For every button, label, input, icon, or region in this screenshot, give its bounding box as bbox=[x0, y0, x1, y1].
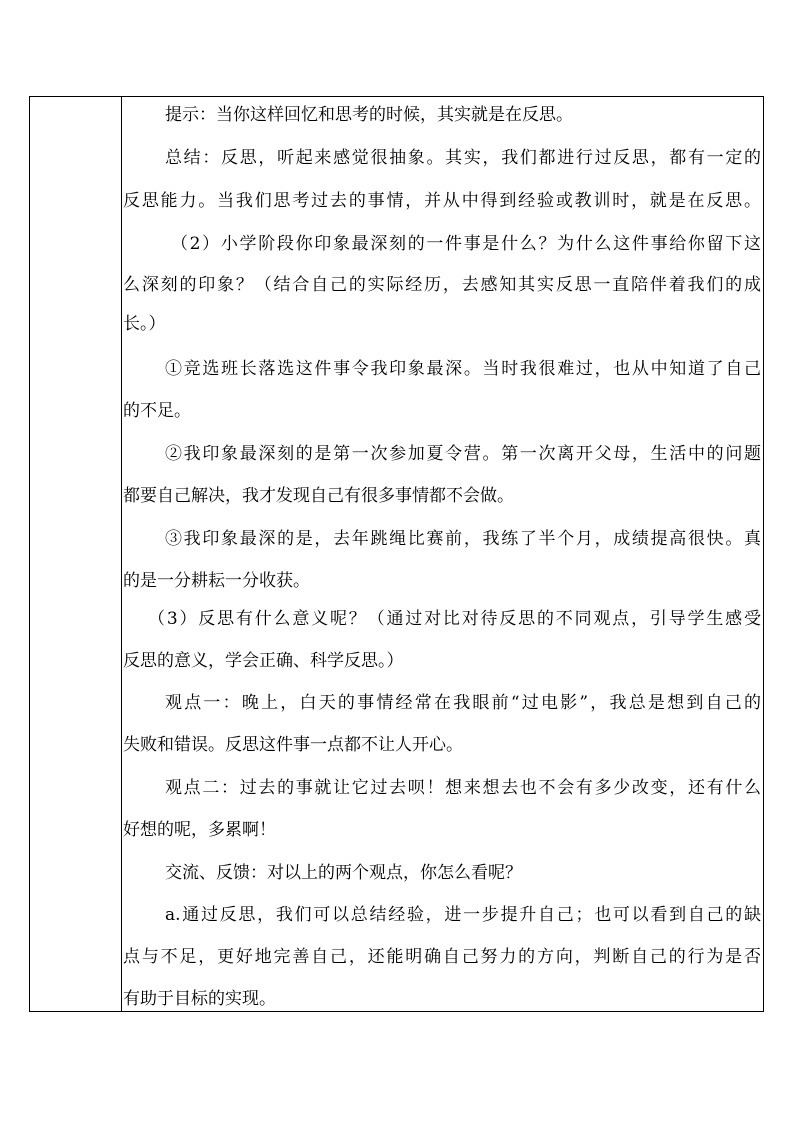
text-line: 点与不足，更好地完善自己，还能明确自己努力的方向，判断自己的行为是否 bbox=[123, 947, 761, 967]
text-line: 观点二：过去的事就让它过去呗！想来想去也不会有多少改变，还有什么 bbox=[165, 778, 761, 798]
text-line: 好想的呢，多累啊！ bbox=[123, 820, 276, 840]
text-line: 提示：当你这样回忆和思考的时候，其实就是在反思。 bbox=[165, 105, 573, 125]
text-line: （2）小学阶段你印象最深刻的一件事是什么？为什么这件事给你留下这 bbox=[171, 234, 761, 254]
text-line: ③我印象最深的是，去年跳绳比赛前，我练了半个月，成绩提高很快。真 bbox=[165, 529, 761, 549]
column-divider bbox=[121, 97, 122, 1011]
text-line: a.通过反思，我们可以总结经验，进一步提升自己；也可以看到自己的缺 bbox=[165, 905, 761, 925]
text-line: ②我印象最深刻的是第一次参加夏令营。第一次离开父母，生活中的问题 bbox=[165, 444, 761, 464]
text-line: 总结：反思，听起来感觉很抽象。其实，我们都进行过反思，都有一定的 bbox=[165, 148, 761, 168]
text-line: 的是一分耕耘一分收获。 bbox=[123, 571, 310, 591]
text-line: 失败和错误。反思这件事一点都不让人开心。 bbox=[123, 735, 463, 755]
text-line: ①竞选班长落选这件事令我印象最深。当时我很难过，也从中知道了自己 bbox=[165, 359, 761, 379]
text-line: 的不足。 bbox=[123, 401, 191, 421]
text-line: 反思的意义，学会正确、科学反思。） bbox=[123, 651, 404, 671]
text-line: 交流、反馈：对以上的两个观点，你怎么看呢？ bbox=[165, 863, 522, 883]
text-line: 都要自己解决，我才发现自己有很多事情都不会做。 bbox=[123, 486, 514, 506]
text-line: 反思能力。当我们思考过去的事情，并从中得到经验或教训时，就是在反思。 bbox=[123, 191, 761, 211]
text-line: 有助于目标的实现。 bbox=[123, 989, 276, 1009]
text-line: 么深刻的印象？（结合自己的实际经历，去感知其实反思一直陪伴着我们的成 bbox=[123, 275, 761, 295]
text-line: （3）反思有什么意义呢？（通过对比对待反思的不同观点，引导学生感受 bbox=[148, 609, 761, 629]
content-cell bbox=[123, 97, 763, 1011]
lesson-table bbox=[29, 96, 764, 1012]
text-line: 观点一：晚上，白天的事情经常在我眼前“过电影”，我总是想到自己的 bbox=[165, 693, 761, 713]
text-line: 长。） bbox=[123, 314, 166, 334]
